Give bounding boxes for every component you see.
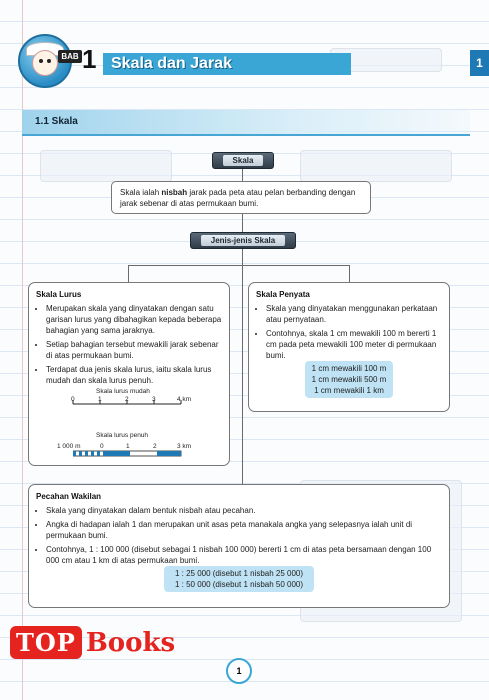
list-item: • Contohnya, skala 1 cm mewakili 100 m bererti 1 cm pada peta mewakili 100 meter di permukaan bumi.: [266, 328, 443, 361]
types-pill: [190, 232, 296, 249]
types-pill-label: Jenis-jenis Skala: [201, 235, 285, 246]
chapter-title: Skala dan Jarak: [103, 53, 351, 75]
list-item: • Contohnya, 1 : 100 000 (disebut sebagai 1 nisbah 100 000) bererti 1 cm di atas peta bersamaan dengan 100 000 cm atau 1 km di atas permukaan bumi.: [46, 544, 443, 566]
topbooks-logo: [10, 628, 175, 658]
skala-penyata-bullets: [249, 303, 449, 361]
section-title: 1.1 Skala: [35, 116, 78, 127]
connector-line: [349, 265, 350, 283]
bab-label: BAB: [58, 50, 82, 63]
penyata-example: 1 cm mewakili 1 km: [314, 386, 384, 395]
full-scale-bar: [73, 450, 185, 458]
list-item: • Terdapat dua jenis skala lurus, iaitu skala lurus mudah dan skala lurus penuh.: [46, 364, 223, 386]
skala-lurus-title: Skala Lurus: [36, 290, 82, 299]
connector-line: [128, 265, 129, 283]
scale-tick-label: 3 km: [177, 443, 192, 450]
margin-line: [22, 0, 23, 700]
scale-tick-label: 0: [71, 396, 75, 403]
chapter-number: 1: [82, 44, 97, 74]
scale-tick-label: 1: [126, 443, 130, 450]
page-number: 1: [226, 658, 252, 684]
pecahan-wakilan-bullets: [29, 505, 449, 566]
scale-tick-label: 1: [98, 396, 102, 403]
pecahan-wakilan-title: Pecahan Wakilan: [36, 492, 102, 501]
chapter-side-tab: 1: [470, 50, 489, 76]
simple-scale-bar: [69, 396, 192, 408]
pecahan-example: 1 : 50 000 (disebut 1 nisbah 50 000): [174, 580, 304, 589]
scale-tick-label: 2: [153, 443, 157, 450]
skala-lurus-bullets: [29, 303, 229, 386]
connector-line: [128, 265, 350, 266]
penyata-example: 1 cm mewakili 100 m: [311, 364, 387, 373]
list-item: • Setiap bahagian tersebut mewakili jarak sebenar di atas permukaan bumi.: [46, 339, 223, 361]
definition-text-start: Skala ialah: [120, 188, 162, 197]
skala-pill: [212, 152, 274, 169]
scale-tick-label: 0: [100, 443, 104, 450]
penyata-examples-box: [305, 361, 393, 398]
scale-tick-label: 1 000 m: [57, 443, 81, 450]
pecahan-examples-box: [164, 566, 314, 592]
scale-tick-label: 2: [125, 396, 129, 403]
pecahan-wakilan-box: [28, 484, 450, 608]
logo-books: Books: [85, 628, 176, 658]
pecahan-example: 1 : 25 000 (disebut 1 nisbah 25 000): [174, 569, 304, 578]
definition-bold-term: nisbah: [161, 188, 188, 197]
skala-penyata-box: [248, 282, 450, 412]
connector-line: [242, 214, 243, 234]
list-item: • Skala yang dinyatakan menggunakan perkataan atau pernyataan.: [266, 303, 443, 325]
scale-tick-label: 3: [152, 396, 156, 403]
penyata-example: 1 cm mewakili 500 m: [311, 375, 387, 384]
skala-lurus-mudah-caption: Skala lurus mudah: [96, 388, 150, 395]
list-item: • Skala yang dinyatakan dalam bentuk nisbah atau pecahan.: [46, 505, 443, 516]
connector-line: [242, 246, 243, 484]
section-header-bar: [22, 110, 470, 136]
logo-top: TOP: [10, 626, 82, 659]
definition-text: [112, 182, 370, 214]
bleed-through-box: [40, 150, 172, 182]
list-item: • Merupakan skala yang dinyatakan dengan satu garisan lurus yang dibahagikan kepada beberapa bahagian yang sama jaraknya.: [46, 303, 223, 336]
bleed-through-box: [300, 150, 452, 182]
skala-pill-label: Skala: [223, 155, 264, 166]
definition-text-end: jarak pada peta atau pelan berbanding dengan jarak sebenar di atas permukaan bumi.: [120, 188, 356, 208]
definition-box: [111, 181, 371, 214]
skala-lurus-penuh-caption: Skala lurus penuh: [96, 432, 149, 439]
list-item: • Angka di hadapan ialah 1 dan merupakan unit asas peta manakala angka yang selepasnya ialah unit di permukaan bumi.: [46, 519, 443, 541]
scale-tick-label: 4 km: [177, 396, 192, 403]
skala-lurus-box: [28, 282, 230, 466]
skala-penyata-title: Skala Penyata: [256, 290, 310, 299]
